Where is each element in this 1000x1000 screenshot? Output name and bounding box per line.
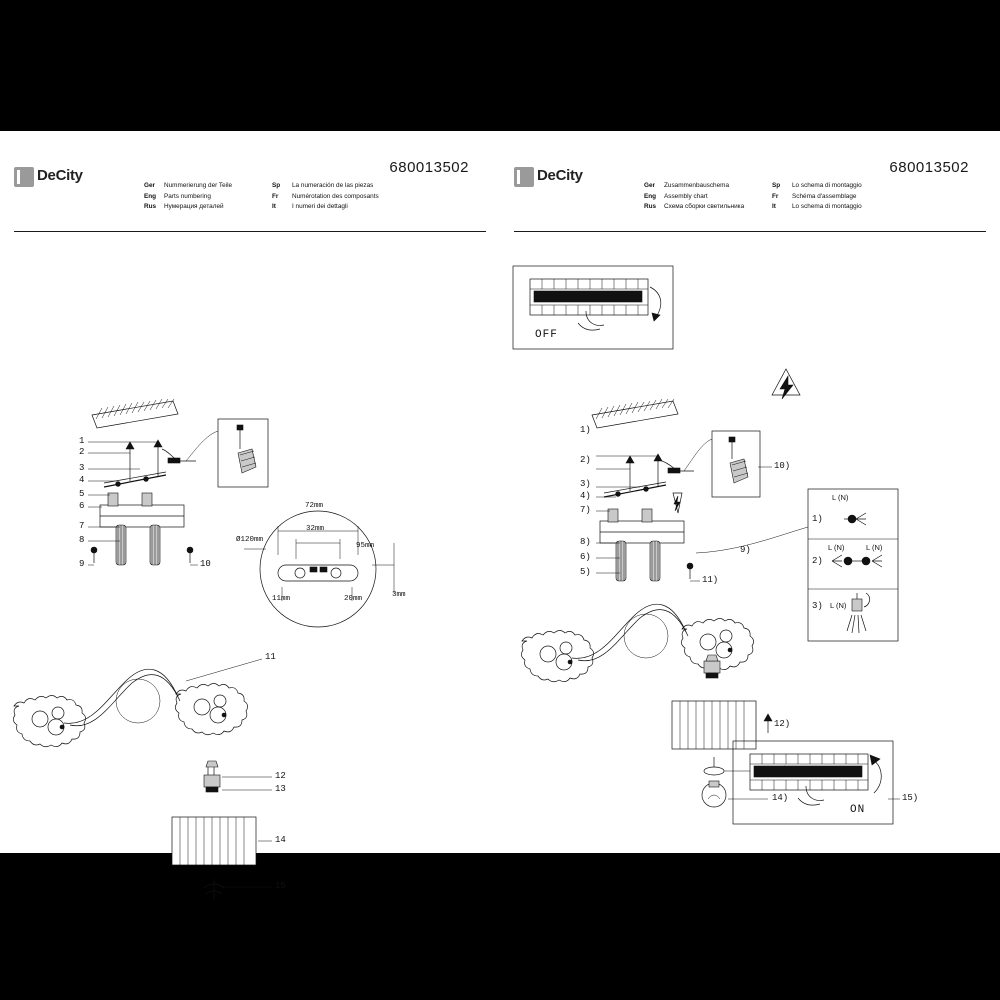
brand-name: DeCity — [37, 167, 83, 184]
crystal-drop-right-1 — [616, 541, 626, 581]
socket-part — [204, 761, 220, 792]
lang-text: Lo schema di montaggio — [792, 203, 862, 210]
step-14: 14) — [772, 793, 789, 803]
brand-name: DeCity — [537, 167, 583, 184]
high-voltage-icon — [772, 369, 800, 399]
callout-14: 14 — [275, 835, 286, 845]
step-4: 4) — [580, 491, 591, 501]
callout-10: 10 — [200, 559, 211, 569]
switch-off-label: OFF — [535, 329, 558, 341]
lang-text: Нумерация деталей — [164, 203, 224, 210]
detail-screw-icon — [729, 437, 735, 459]
lang-text: I numeri dei dettagli — [292, 203, 348, 210]
callout-6: 6 — [79, 501, 85, 511]
shade-left-b — [175, 684, 247, 735]
step-6: 6) — [580, 552, 591, 562]
wiring-label-1a: L (N) — [832, 493, 849, 502]
lang-key: Fr — [272, 192, 279, 200]
callout-12: 12 — [275, 771, 286, 781]
lang-key: Rus — [644, 203, 657, 210]
wiring-row-2-graphic — [832, 555, 882, 567]
callout-8: 8 — [79, 535, 85, 545]
switch-on-graphic — [750, 754, 881, 805]
wiring-step-1: 1) — [812, 514, 823, 524]
crystal-drop-right-2 — [650, 541, 660, 581]
lang-key: Ger — [144, 182, 156, 189]
step-10: 10) — [774, 461, 791, 471]
parts-drawing-left-lower — [0, 131, 500, 853]
ring-part-13 — [704, 757, 724, 775]
step-1: 1) — [580, 425, 591, 435]
callout-13: 13 — [275, 784, 286, 794]
dim-detail-edge: 3mm — [392, 591, 406, 599]
step-12: 12) — [774, 719, 791, 729]
callout-5: 5 — [79, 489, 85, 499]
lang-key: Eng — [644, 192, 657, 200]
lang-key: Rus — [144, 203, 157, 210]
lang-text: Nummerierung der Teile — [164, 182, 233, 189]
lang-key: Eng — [144, 192, 157, 200]
lang-key: Fr — [772, 192, 779, 200]
step-2: 2) — [580, 455, 591, 465]
step-15: 15) — [902, 793, 919, 803]
lang-text: Zusammenbauschema — [664, 182, 730, 189]
instruction-sheet — [0, 131, 1000, 891]
small-part-11-right — [687, 563, 693, 579]
lamp-shade — [172, 817, 256, 865]
switch-off-graphic — [530, 279, 661, 330]
product-code-right: 680013502 — [889, 159, 969, 176]
lang-text: Parts numbering — [164, 192, 211, 200]
lang-text: La numeración de las piezas — [292, 182, 374, 189]
dim-detail-left: 11mm — [272, 595, 291, 603]
dim-detail-top: 72mm — [305, 502, 324, 510]
panel-assembly-chart — [500, 131, 1000, 853]
switch-on-label: ON — [850, 804, 866, 816]
wiring-label-3a: L (N) — [830, 601, 847, 610]
callout-9: 9 — [79, 559, 85, 569]
shade-left-a — [13, 696, 85, 747]
step-9: 9) — [740, 545, 751, 555]
lang-text: Numérotation des composants — [292, 192, 379, 200]
lang-key: It — [772, 203, 776, 210]
lang-key: Sp — [772, 182, 781, 189]
wiring-step-3: 3) — [812, 601, 823, 611]
wiring-label-2a: L (N) — [828, 543, 845, 552]
lang-key: It — [272, 203, 276, 210]
assembly-drawing-right — [500, 131, 1000, 853]
product-code-left: 680013502 — [389, 159, 469, 176]
lang-key: Ger — [644, 182, 656, 189]
step-7: 7) — [580, 505, 591, 515]
lang-text: Lo schema di montaggio — [792, 182, 862, 189]
lang-text: Assembly chart — [664, 192, 708, 200]
wiring-step-2: 2) — [812, 556, 823, 566]
step-13: 13) — [772, 765, 789, 775]
ceiling-hatch-icon — [592, 399, 678, 428]
detail-crystal-icon — [730, 459, 748, 483]
callout-3: 3 — [79, 463, 85, 473]
callout-15: 15 — [275, 881, 286, 891]
callout-1: 1 — [79, 436, 85, 446]
dim-detail-right: 20mm — [344, 595, 363, 603]
wiring-row-1-graphic — [844, 513, 866, 525]
callout-4: 4 — [79, 475, 85, 485]
callout-11: 11 — [265, 652, 276, 662]
dim-detail-inner: 32mm — [306, 525, 325, 533]
lang-text: Схема сборки светильника — [664, 203, 745, 210]
dim-height: 95mm — [356, 542, 375, 550]
lang-key: Sp — [272, 182, 281, 189]
lamp-shade-right — [672, 701, 756, 749]
step-11: 11) — [702, 575, 719, 585]
step-3: 3) — [580, 479, 591, 489]
bulb-part-14 — [702, 781, 726, 807]
callout-7: 7 — [79, 521, 85, 531]
panel-parts-numbering — [0, 131, 500, 891]
lang-text: Schéma d'assemblage — [792, 192, 857, 200]
callout-2: 2 — [79, 447, 85, 457]
wiring-label-2b: L (N) — [866, 543, 883, 552]
shade-right-a — [521, 631, 593, 682]
wiring-row-3-graphic — [847, 593, 870, 633]
finial-part — [204, 879, 224, 899]
dim-diameter: Ø120mm — [236, 536, 264, 544]
step-5: 5) — [580, 567, 591, 577]
voltage-warning-small-icon — [673, 493, 682, 513]
step-8: 8) — [580, 537, 591, 547]
